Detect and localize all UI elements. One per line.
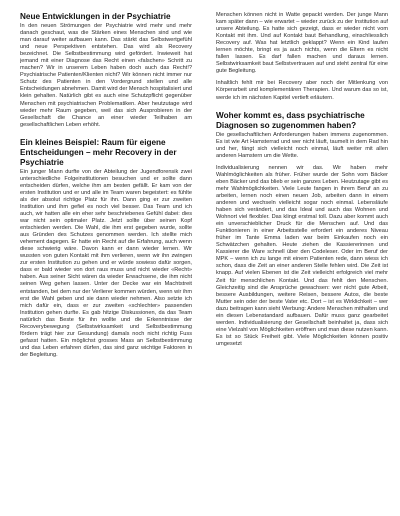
paragraph-watte: Menschen können nicht in Watte gepackt werden. Der junge Mann kam später dann – wie erwartet – wieder zurück zu der Institution auf unsere Abteilung. Es hatte sich gezeigt, dass er wieder nicht vom Kontakt mit ihm. Und auf Kontakt baut Behandlung, einschliesslich Recovery auf. Was hat letztlich geklappt? Wenn ein Kind laufen lernen möchte, bringt es ja auch nichts, wenn die Eltern es nicht fallen lassen. Es darf fallen machen und daraus lernen. Selbstwirksamkeit baut Selbstvertrauen auf und steht zentral für eine gute Begleitung.: [216, 12, 388, 75]
section-heading-kleines-beispiel: Ein kleines Beispiel: Raum für eigene Entscheidungen – mehr Recovery in der Psychiatrie: [20, 137, 177, 167]
left-column: [20, 12, 192, 512]
right-column: [216, 12, 388, 512]
paragraph-anforderungen: Die gesellschaftlichen Anforderungen haben immens zugenommen. Es ist wie Art Hamsterrad und wer nicht läuft, taumelt in dem Rad hin und her, fängt sich vielleicht noch einmal, läuft weiter mit allen anderen Hamstern um die Wette.: [216, 131, 388, 159]
section-heading-diagnosen: Woher kommt es, dass psychiatrische Diagnosen so zugenommen haben?: [216, 110, 365, 130]
section-heading-neue-entwicklungen: Neue Entwicklungen in der Psychiatrie: [20, 12, 171, 21]
paragraph-neue-entwicklungen: In den neuen Strömungen der Psychiatrie wird mehr und mehr danach geschaut, was die Stärken eines Menschen sind und wie man darauf weiter aufbauen kann. Das stärkt das Selbstwertgefühl und neue Perspektiven entstehen. Das wird als Recovery bezeichnet. Die Selbstbestimmung wird gefördert. Inwieweit hat jemand mit einer Diagnose das Recht einen «falschen» Schritt zu machen? Wir in unserem Leben haben doch auch das Recht!? Psychiatrische Patienten/Klienten nicht? Wir können nicht immer nur Schutz des Patienten in den Vordergrund stellen und alle Entscheidungen abnehmen. Damit wird der Mensch hospitalisiert und klein gehalten. Natürlich gibt es auch eine Schutzpflicht gegenüber Menschen mit psychiatrischen Problematiken. Aber heutzutage wird wieder mehr Raum gegeben, weil das sich Ausprobieren in der Gesellschaft die Chance an einer wieder Teilhaben am gesellschaftlichen Leben erhöht.: [20, 23, 192, 128]
document-page: [20, 12, 388, 512]
paragraph-kleines-beispiel: Ein junger Mann durfte von der Abteilung der Jugendforensik zwei unterschiedliche Folgeinstitutionen besuchen und er sollte dann entscheiden dürfen, welche ihm am besten gefällt. Er kam von der ersten Institution und er und alle im Team waren begeistert: es fühlte als der absolut richtige Platz für ihn. Dann ging er zur zweiten Institution und ihm gefiel es noch viel besser. Das Team und ich auch, wir hatten alle ein eher sehr beschriebenes Gefühl dabei: dies war nicht sein optimaler Platz. Jetzt sollte über seinen Kopf entschieden werden. Die Wahl, die ihm erst gegeben wurde, sollte aus Gründen des Schutzes genommen werden. Ich stellte mich vehement dagegen. Er hatte ein Recht auf die Erfahrung, auch wenn diese schwierig wäre. Davon kann er dann wieder lernen. Wir wussten von guten Kontakt mit ihm verlieren, wenn wir ihn zwingen zur ersten Institution zu gehen und er würde sowieso dafür sorgen, dass er bald wieder von dort raus muss und nicht wieder «Recht» haben. Aus seiner Sicht wären da wieder Erwachsene, die ihm nicht seinen Weg gehen lassen. Unter der Decke war ein Machtstreit entstanden, bei dem nur der Verlierer kommen würden, wenn wir ihm erst die Wahl geben und sie dann wieder nehmen. Also setzte ich mich dafür ein, dass er zur zweiten «schlechter» passenden Institution gehen durfte. Es gab hitzige Diskussionen, da das Team natürlich das Beste für ihn wollte und die Erkenntnisse der Recoverybewegung (Selbstwirksamkeit und Selbstbestimmung fördern trägt hier zur Gesundung) damals noch nicht richtig Fuss gefasst hatten. Ein möglichst grosses Mass an Selbstbestimmung und das Leben erfahren dürfen, das sind ganz wichtige Faktoren in der Begleitung.: [20, 168, 192, 358]
paragraph-inhaltlich: Inhaltlich fehlt mir bei Recovery aber noch der Mitlenkung von Körperarbeit und komplementären Therapien. Und warum das so ist, werde ich im nächsten Kapitel vertieft erläutern.: [216, 80, 388, 101]
paragraph-individualisierung: Individualisierung nennen wir das. Wir haben mehr Wahlmöglichkeiten als früher. Früher wurde der Sohn vom Bäcker eben Bäcker und das blieb er sein ganzes Leben. Heutzutage gibt es mehr Wahlmöglichkeiten. Viele Leute fangen in ihrem Beruf an zu arbeiten, lernen noch einen neuen Job, arbeiten dann in einem anderen und wechseln vielleicht sogar noch einmal. Lebensläufe haben sich verändert, und das Ideal und auch das Wohnen und Wohnort viel flexibler. Das klingt erstmal toll. Dazu aber kommt auch ein unverschieblicher Druck für die Menschen auf. Und das Funktionieren in einer Arbeitsstelle erfordert ein anderes Niveau früher im Tante Emma laden war beim Einkaufen noch ein Schwätzchen gehalten. Heute ziehen die Kassiererinnen und Kassierer die Ware schnell über den Codeleser. Oder im Beruf der MPK – wenn ich zu lange mit einem Patienten rede, dann wiess ich schon, dass die Zeit an einer anderen Stelle fehlen wird. Die Zeit ist knapp. Auf vielen Ebenen ist die Zeit vielleicht erfolgreich viel mehr Zeit für menschlichen Kontakt. Und das fehlt den Menschen. Gleichzeitig sind die Ansprüche gewachsen: wer nicht gute Arbeit, bessere Ausbildungen, weitere Reisen, bessere Autos, die beste Mutter sein oder der beste Vater etc. Dort – ist es Wirklichkeit – wer dazu beitragen kann sieht Werbung: Andere Menschen mithalten und ein diesen Lebenstandard aufbauen. Dafür muss ganz gearbeitet werden. Individualisierung der Gesellschaft beinhaltet ja, dass sich eine Vielzahl von Möglichkeiten eröffnen und man diese nutzen kann. Es ist so Stück Freiheit gibt. Viele Möglichkeiten können positiv umgesetzt: [216, 164, 388, 347]
